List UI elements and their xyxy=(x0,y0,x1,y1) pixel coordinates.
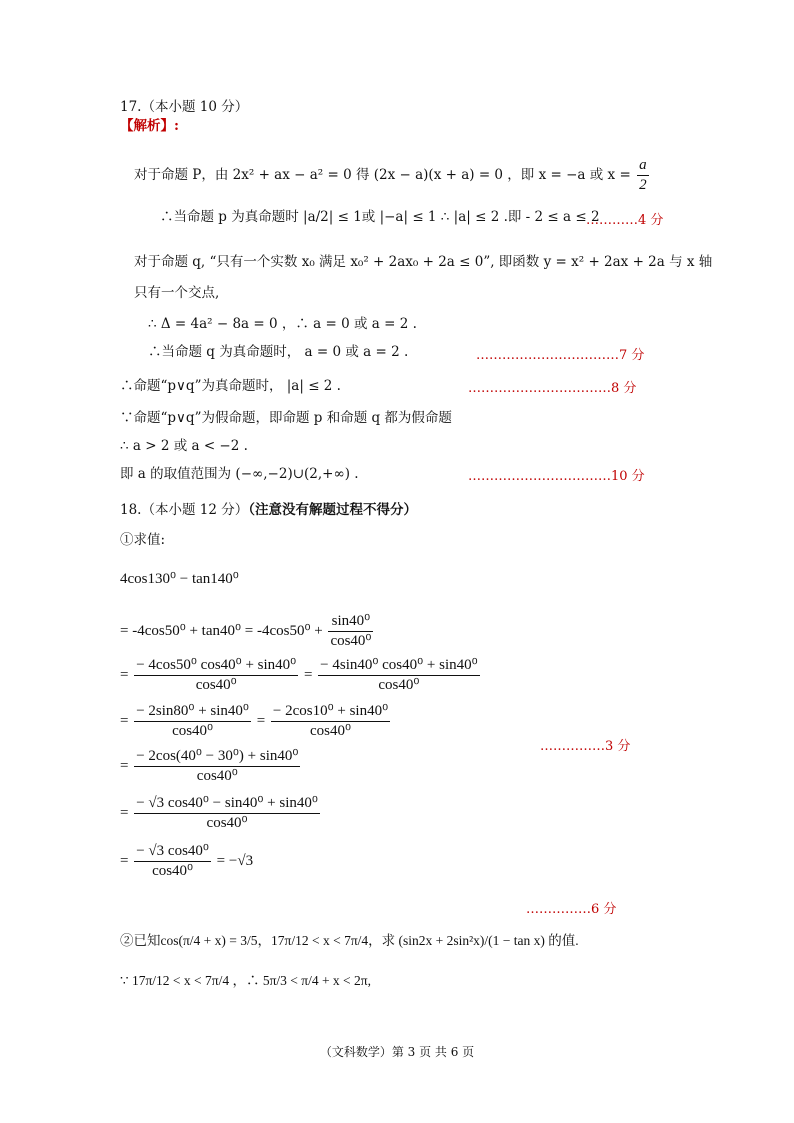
score-8: ……………………………8 分 xyxy=(468,381,637,396)
q17-p-line1 xyxy=(134,156,651,195)
q18-step6-fraction xyxy=(134,842,211,881)
score-10: ……………………………10 分 xyxy=(468,469,645,484)
q18-step4-fraction xyxy=(134,747,300,786)
fraction-denominator: cos40⁰ xyxy=(152,863,194,879)
q18-step4: = $\frac{\text{− 2cos(40⁰ − 30⁰) + sin40⁰}}{\text{cos40⁰}}$ xyxy=(120,748,299,784)
fraction-denominator: cos40⁰ xyxy=(195,677,237,693)
q18-title xyxy=(120,501,417,519)
q18-step3: = $\frac{\text{− 2sin80⁰ + sin40⁰}}{\text{cos40⁰}}$ = $\frac{\text{− 2cos10⁰ + sin40⁰}}{\text{cos40⁰}}$ xyxy=(120,703,389,739)
q17-q-line1: 对于命题 q, “只有一个实数 x₀ 满足 x₀² + 2ax₀ + 2a ≤ 0”, 即函数 y = x² + 2ax + 2a 与 x 轴 xyxy=(134,254,713,270)
fraction-numerator: − 4cos50⁰ cos40⁰ + sin40⁰ xyxy=(134,656,298,676)
q18-step1-lhs: = -4cos50⁰ + tan40⁰ = -4cos50⁰ + xyxy=(120,622,323,639)
q18-step2-fraction-a xyxy=(134,656,298,695)
fraction-numerator: a xyxy=(637,156,649,176)
q18-step2: = $\frac{\text{− 4cos50⁰ cos40⁰ + sin40⁰}}{\text{cos40⁰}}$ = $\frac{\text{− 4sin40⁰ cos40⁰ + sin40⁰}}{\text{cos40⁰}}$ xyxy=(120,657,478,693)
fraction-numerator: − 2cos(40⁰ − 30⁰) + sin40⁰ xyxy=(134,747,300,767)
q17-or-line3: ∴ a > 2 或 a < −2 . xyxy=(120,438,248,454)
fraction-denominator: cos40⁰ xyxy=(310,723,352,739)
fraction-numerator: sin40⁰ xyxy=(328,612,373,632)
q18-step6-result: = −√3 xyxy=(216,852,254,869)
q17-q-line4: ∴当命题 q 为真命题时， a = 0 或 a = 2 . xyxy=(148,344,409,360)
q17-q-line2: 只有一个交点, xyxy=(134,285,220,301)
fraction-numerator: − 2cos10⁰ + sin40⁰ xyxy=(271,702,390,722)
q17-or-line4: 即 a 的取值范围为 (−∞,−2)∪(2,+∞) . xyxy=(120,466,359,482)
q18-note: （注意没有解题过程不得分） xyxy=(248,502,417,518)
q18-step3-fraction-b xyxy=(271,702,390,741)
q18-title-text: 18.（本小题 12 分） xyxy=(120,502,249,518)
q18-step6: = $\frac{\text{− √3 cos40⁰}}{\text{cos40⁰}}$ = −√3 xyxy=(120,843,254,879)
fraction-denominator: 2 xyxy=(639,177,647,193)
q18-step2-fraction-b xyxy=(318,656,479,695)
q17-p-line1-fraction xyxy=(637,156,649,195)
q17-or-line1: ∴命题“p∨q”为真命题时， |a| ≤ 2 . xyxy=(120,378,341,394)
fraction-numerator: − 4sin40⁰ cos40⁰ + sin40⁰ xyxy=(318,656,479,676)
fraction-denominator: cos40⁰ xyxy=(172,723,214,739)
fraction-denominator: cos40⁰ xyxy=(196,768,238,784)
score-4: …………4 分 xyxy=(586,213,664,228)
fraction-denominator: cos40⁰ xyxy=(378,677,420,693)
q18-part2-label: ②已知 xyxy=(120,933,161,949)
fraction-numerator: − 2sin80⁰ + sin40⁰ xyxy=(134,702,251,722)
q18-step3-fraction-a xyxy=(134,702,251,741)
q17-p-line2: ∴当命题 p 为真命题时 |a/2| ≤ 1或 |−a| ≤ 1 ∴ |a| ≤ 2 .即 - 2 ≤ a ≤ 2 xyxy=(160,209,600,225)
q18-part2-since: ∵ 17π/12 < x < 7π/4 ，∴ 5π/3 < π/4 + x < 2π, xyxy=(120,973,371,988)
q18-step5-fraction xyxy=(134,794,320,833)
score-3: ……………3 分 xyxy=(540,739,631,754)
q18-part2-condition: cos(π/4 + x) = 3/5，17π/12 < x < 7π/4，求 (sin2x + 2sin²x)/(1 − tan x) 的值. xyxy=(160,933,579,948)
q18-part2 xyxy=(120,932,579,950)
q18-step1 xyxy=(120,612,375,651)
q18-part1-label: ①求值: xyxy=(120,532,166,548)
q17-jiexi-label: 【解析】: xyxy=(120,118,179,134)
q17-p-line1-text: 对于命题 P，由 2x² + ax − a² = 0 得 (2x − a)(x + a) = 0 ，即 x = −a 或 x = xyxy=(134,167,631,183)
fraction-numerator: − √3 cos40⁰ xyxy=(134,842,211,862)
score-6: ……………6 分 xyxy=(526,902,617,917)
q17-or-line2: ∵命题“p∨q”为假命题，即命题 p 和命题 q 都为假命题 xyxy=(120,410,452,426)
fraction-denominator: cos40⁰ xyxy=(206,815,248,831)
q17-title: 17.（本小题 10 分） xyxy=(120,99,249,115)
score-7: ……………………………7 分 xyxy=(476,348,645,363)
q18-step5: = $\frac{\text{− √3 cos40⁰ − sin40⁰ + sin40⁰}}{\text{cos40⁰}}$ xyxy=(120,795,318,831)
fraction-numerator: − √3 cos40⁰ − sin40⁰ + sin40⁰ xyxy=(134,794,320,814)
q18-expression: 4cos130⁰ − tan140⁰ xyxy=(120,571,239,587)
fraction-denominator: cos40⁰ xyxy=(330,633,372,649)
page-footer: （文科数学）第 3 页 共 6 页 xyxy=(319,1045,475,1059)
q18-step1-fraction xyxy=(328,612,373,651)
q17-q-line3: ∴ Δ = 4a² − 8a = 0 ，∴ a = 0 或 a = 2 . xyxy=(148,316,417,332)
